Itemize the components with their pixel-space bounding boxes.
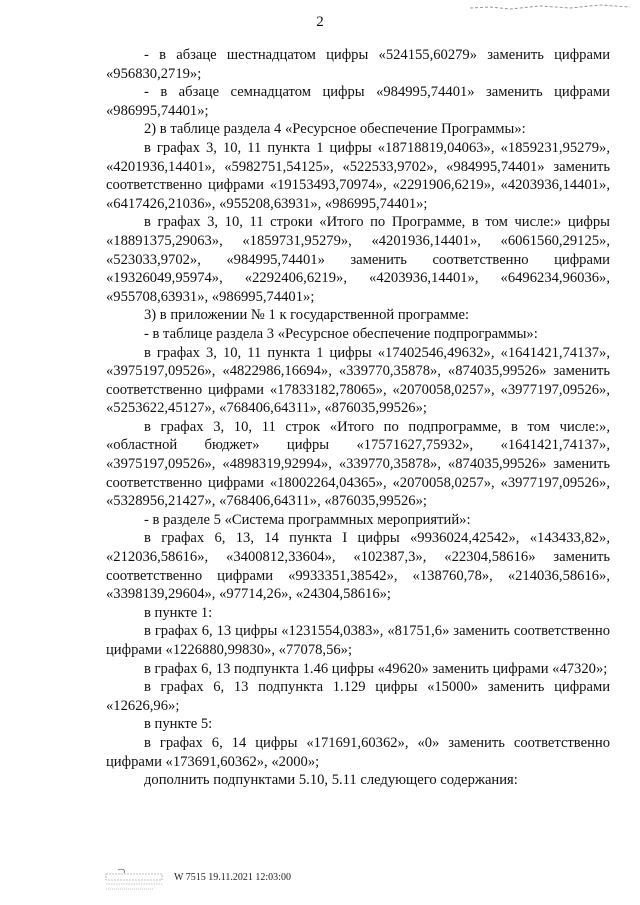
paragraph: - в абзаце шестнадцатом цифры «524155,60279» заменить цифрами «956830,2719»; <box>106 47 610 82</box>
paragraph: в пункте 1: <box>144 604 213 621</box>
paragraph: в графах 6, 13 цифры «1231554,0383», «81751,6» заменить соответственно цифрами «1226880,99830», «77078,56»; <box>106 623 610 658</box>
document-code: W 7515 19.11.2021 12:03:00 <box>174 872 291 883</box>
paragraph: 2) в таблице раздела 4 «Ресурсное обеспечение Программы»: <box>144 121 526 138</box>
paragraph: в графах 6, 13, 14 пункта I цифры «9936024,42542», «143433,82», «212036,58616», «3400812,33604», «102387,3», «22304,58616» заменить соответственно цифрами «9933351,38542», «138760,78», «214036,58616», «3398139,29604», «97714,26», «24304,58616»; <box>106 530 610 603</box>
paragraph: в графах 3, 10, 11 пункта 1 цифры «18718819,04063», «1859231,95279», «4201936,14401», «5982751,54125», «522533,9702», «984995,74401» заменить соответственно цифрами «19153493,70974», «2291906,6219», «4203936,14401», «6417426,21036», «955208,63931», «986995,74401»; <box>106 139 610 212</box>
paragraph: в графах 3, 10, 11 строки «Итого по Программе, в том числе:» цифры «18891375,29063», «1859731,95279», «4201936,14401», «6061560,29125», «523033,9702», «984995,74401» заменить соответственно цифрами «19326049,95974», «2292406,6219», «4203936,14401», «6496234,96036», «955708,63931», «986995,74401»; <box>106 214 610 305</box>
registration-stamp <box>104 868 166 894</box>
paragraph: - в абзаце семнадцатом цифры «984995,74401» заменить цифрами «986995,74401»; <box>106 84 610 119</box>
paragraph: 3) в приложении № 1 к государственной программе: <box>144 307 470 324</box>
paragraph: в графах 6, 13 подпункта 1.46 цифры «49620» заменить цифрами «47320»; <box>144 660 608 677</box>
paragraph: дополнить подпунктами 5.10, 5.11 следующего содержания: <box>144 772 518 789</box>
page-footer <box>104 868 624 896</box>
document-body <box>106 46 610 790</box>
paragraph: в графах 3, 10, 11 пункта 1 цифры «17402546,49632», «1641421,74137», «3975197,09526», «4822986,16694», «339770,35878», «874035,99526» заменить соответственно цифрами «17833182,78065», «2070058,0257», «3977197,09526», «5253622,45127», «768406,64311», «876035,99526»; <box>106 344 610 417</box>
paragraph: в графах 6, 14 цифры «171691,60362», «0» заменить соответственно цифрами «173691,60362», «2000»; <box>106 734 610 770</box>
paragraph: в пункте 5: <box>144 716 213 733</box>
scan-artifact <box>470 2 630 12</box>
paragraph: в графах 3, 10, 11 строк «Итого по подпрограмме, в том числе:», «областной бюджет» цифры «17571627,75932», «1641421,74137», «3975197,09526», «4898319,92994», «339770,35878», «874035,99526» заменить соответственно цифрами «18002264,04365», «2070058,0257», «3977197,09526», «5328956,21427», «768406,64311», «876035,99526»; <box>106 418 610 510</box>
page-number: 2 <box>316 14 324 30</box>
paragraph: - в разделе 5 «Система программных мероприятий»: <box>144 511 471 528</box>
paragraph: в графах 6, 13 подпункта 1.129 цифры «15000» заменить цифрами «12626,96»; <box>106 679 610 714</box>
paragraph: - в таблице раздела 3 «Ресурсное обеспечение подпрограммы»: <box>144 325 538 342</box>
